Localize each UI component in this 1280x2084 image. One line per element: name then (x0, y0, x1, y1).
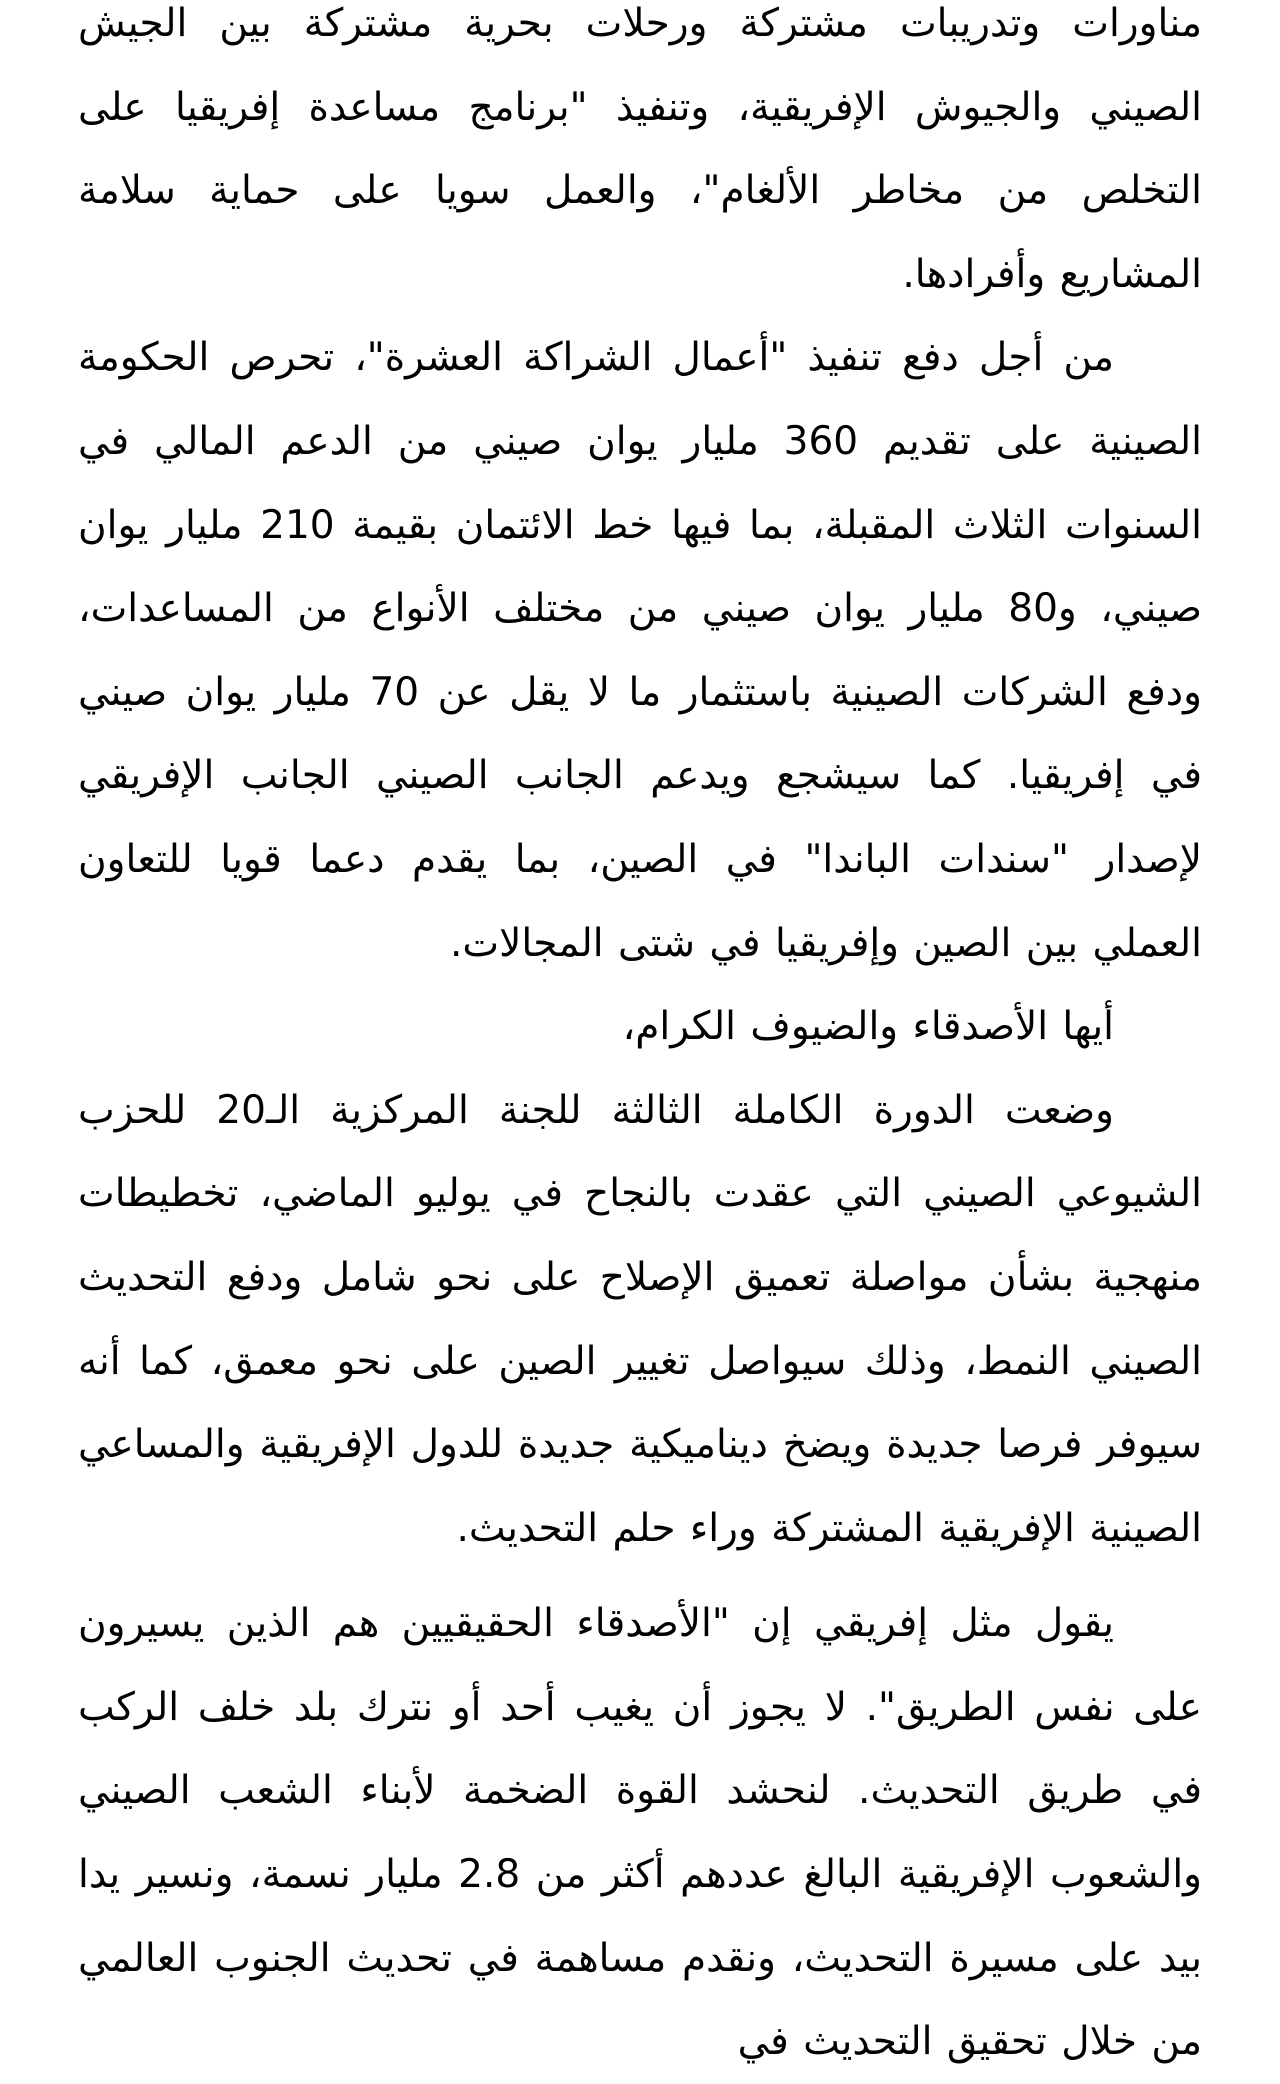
paragraph-plenary-session: وضعت الدورة الكاملة الثالثة للجنة المركزية الـ20 للحزب الشيوعي الصيني التي عقدت بالنجاح في يوليو الماضي، تخطيطات منهجية بشأن مواصلة تعميق الإصلاح على نحو شامل ودفع التحديث الصيني النمط، وذلك سيواصل تغيير الصين على نحو معمق، كما أنه سيوفر فرصا جديدة ويضخ ديناميكية جديدة للدول الإفريقية والمساعي الصينية الإفريقية المشتركة وراء حلم التحديث. (78, 1087, 1202, 1551)
paragraph-financial-support: من أجل دفع تنفيذ "أعمال الشراكة العشرة"، تحرص الحكومة الصينية على تقديم 360 مليار يوان صيني من الدعم المالي في السنوات الثلاث المقبلة، بما فيها خط الائتمان بقيمة 210 مليار يوان صيني، و80 مليار يوان صيني من مختلف الأنواع من المساعدات، ودفع الشركات الصينية باستثمار ما لا يقل عن 70 مليار يوان صيني في إفريقيا. كما سيشجع ويدعم الجانب الصيني الجانب الإفريقي لإصدار "سندات الباندا" في الصين، بما يقدم دعما قويا للتعاون العملي بين الصين وإفريقيا في شتى المجالات. (78, 335, 1203, 966)
document-page (78, 0, 1202, 2084)
paragraph-continuation: مناورات وتدريبات مشتركة ورحلات بحرية مشتركة بين الجيش الصيني والجيوش الإفريقية، وتنفيذ "برنامج مساعدة إفريقيا على التخلص من مخاطر الألغام"، والعمل سويا على حماية سلامة المشاريع وأفرادها. (78, 1, 1202, 297)
paragraph-african-proverb: يقول مثل إفريقي إن "الأصدقاء الحقيقيين هم الذين يسيرون على نفس الطريق". لا يجوز أن يغيب أحد أو نترك بلد خلف الركب في طريق التحديث. لنحشد القوة الضخمة لأبناء الشعب الصيني والشعوب الإفريقية البالغ عددهم أكثر من 2.8 مليار نسمة، ونسير يدا بيد على مسيرة التحديث، ونقدم مساهمة في تحديث الجنوب العالمي من خلال تحقيق التحديث في (78, 1601, 1202, 2065)
paragraph-salutation: أيها الأصدقاء والضيوف الكرام، (622, 1004, 1114, 1050)
